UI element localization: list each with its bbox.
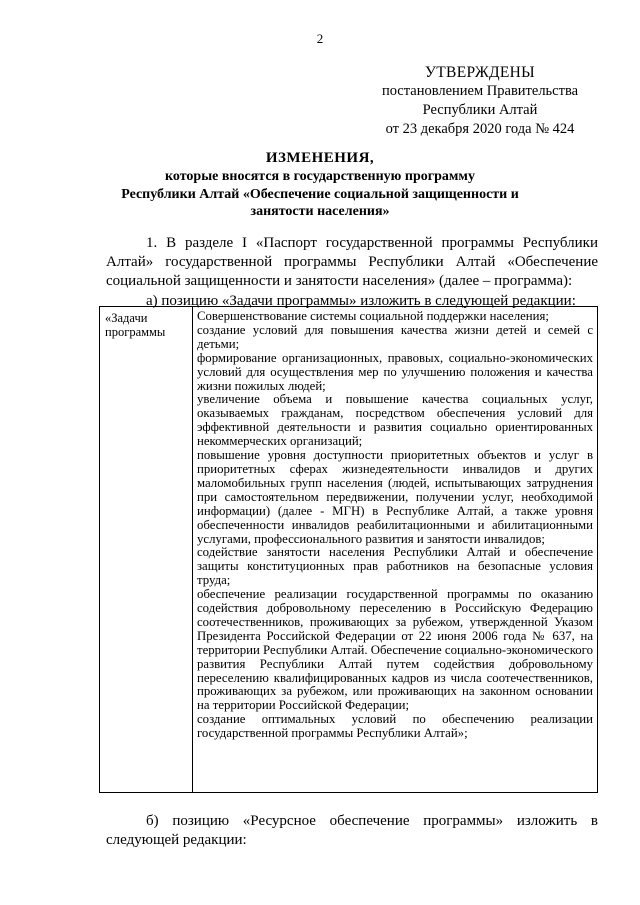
approval-block (372, 63, 588, 139)
table-label: «Задачи программы (105, 311, 166, 339)
paragraph-1: 1. В разделе I «Паспорт государственной программы Республики Алтай» государственной программы Республики Алтай «Обеспечение социальной защищенности и занятости населения» (далее – программа): (106, 235, 598, 289)
table-row (100, 307, 598, 793)
list-item: создание оптимальных условий по обеспечению реализации государственной программы Республики Алтай»; (197, 712, 593, 741)
list-item: создание условий для повышения качества жизни детей и семей с детьми; (197, 322, 593, 351)
table-label-cell (100, 307, 193, 793)
approval-heading: УТВЕРЖДЕНЫ (425, 64, 535, 81)
approval-date: от 23 декабря 2020 года № 424 (385, 121, 575, 137)
approval-line: постановлением Правительства (381, 83, 579, 99)
table-content-cell (193, 307, 598, 793)
list-item: увеличение объема и повышение качества социальных услуг, оказываемых гражданам, посредством обеспечения условий для эффективной деятельности и развития социально ориентированных некоммерческих организаций; (197, 392, 593, 449)
list-item: обеспечение реализации государственной программы по оказанию содействия добровольному переселению в Российскую Федерацию соотечественников, проживающих за рубежом, утвержденной Указом Президента Российской Федерации от 22 июня 2006 года № 637, на территории Республики Алтай. Обеспечение социально-экономического развития Республики Алтай путем содействия добровольному переселению квалифицированных кадров из числа соотечественников, проживающих за рубежом, или проживающих на законном основании на территории Российской Федерации; (197, 587, 594, 713)
list-item: содействие занятости населения Республики Алтай и обеспечение защиты конституционных прав работников на безопасные условия труда; (197, 545, 593, 588)
paragraph-a: а) позицию «Задачи программы» изложить в следующей редакции: (146, 293, 576, 309)
title-line: которые вносятся в государственную программу (165, 169, 475, 184)
page-number: 2 (316, 31, 324, 46)
title-line: занятости населения» (250, 204, 390, 219)
list-item: Совершенствование системы социальной поддержки населения; (197, 309, 549, 323)
program-tasks-table (99, 306, 598, 793)
title-line: Республики Алтай «Обеспечение социальной защищенности и (121, 186, 519, 202)
paragraph-b: б) позицию «Ресурсное обеспечение программы» изложить в следующей редакции: (106, 813, 598, 848)
list-item: формирование организационных, правовых, социально-экономических условий для осуществления мер по улучшению положения и качества жизни пожилых людей; (197, 350, 593, 393)
tasks-list (193, 307, 597, 741)
title-heading: ИЗМЕНЕНИЯ, (265, 150, 375, 166)
list-item: повышение уровня доступности приоритетных объектов и услуг в приоритетных сферах жизнедеятельности инвалидов и других маломобильных групп населения (людей, испытывающих затруднения при самостоятельном передвижении, получении услуг, необходимой информации) (далее - МГН) в Республике Алтай, а также уровня обеспеченности инвалидов реабилитационными и абилитационными услугами, профессионального развития и занятости инвалидов; (197, 448, 593, 546)
approval-line: Республики Алтай (422, 102, 538, 118)
document-title (110, 149, 530, 221)
